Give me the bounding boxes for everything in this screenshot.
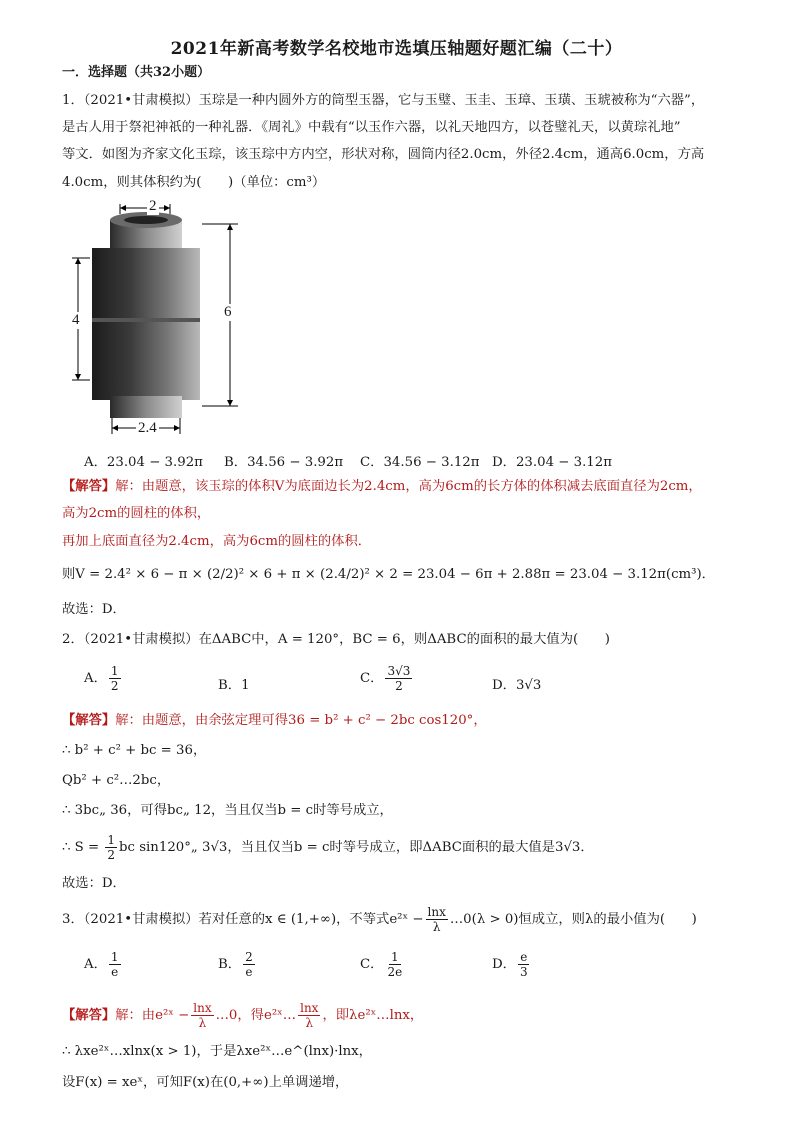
jade-cong-photo [62,200,262,440]
q3-option-a: A． $\frac{1}{e}$ [84,950,119,979]
q2-option-c: C． $\frac{3√3}{2}$ [360,664,411,693]
figure-label-bottom: 2.4 [138,420,157,436]
q3-option-d: D． $\frac{e}{3}$ [492,950,528,979]
q1-option-a: A．23.04 − 3.92π [84,455,203,470]
q1-option-b: B．34.56 − 3.92π [224,455,344,470]
q1-solution-text1: 解：由题意，该玉琮的体积V为底面边长为2.4cm，高为6cm的长方体的体积减去底面直径为2cm， [115,479,702,494]
q2-solution-line3: Qb² + c²…2bc， [62,773,171,788]
q2-solution-line2: ∴ b² + c² + bc = 36， [62,743,207,758]
figure-label-right: 6 [224,304,232,320]
q1-solution-line2: 高为2cm的圆柱的体积， [62,506,211,521]
q2-answer-tag: 【解答】 [62,713,116,728]
page-title: 2021年新高考数学名校地市选填压轴题好题汇编（二十） [170,39,623,59]
q1-stem-line1: 1．（2021•甘肃模拟）玉琮是一种内圆外方的筒型玉器，它与玉璧、玉圭、玉璋、玉璜、玉琥被称为“六器”， [62,93,705,108]
q1-stem-line2: 是古人用于祭祀神祇的一种礼器．《周礼》中载有“以玉作六器，以礼天地四方，以苍璧礼天，以黄琮礼地” [62,120,681,135]
q2-solution-fraction: $\frac{1}{2}$ [107,833,116,862]
q2-stem: 2．（2021•甘肃模拟）在ΔABC中，A = 120°，BC = 6，则ΔABC的面积的最大值为( ) [62,632,610,647]
q1-stem-line4: 4.0cm，则其体积约为( )（单位：cm³） [62,175,326,190]
figure-label-top: 2 [149,198,157,214]
q2-solution-text1: 解：由题意，由余弦定理可得36 = b² + c² − 2bc cos120°， [115,713,487,728]
q3-solution-line3: 设F(x) = xeˣ，可知F(x)在(0,+∞)上单调递增， [62,1075,349,1090]
q3-option-c: C． $\frac{1}{2e}$ [360,950,403,979]
figure-label-left: 4 [72,312,80,328]
q1-solution-formula: 则V = 2.4² × 6 − π × (2/2)² × 6 + π × (2.4/2)² × 2 = 23.04 − 6π + 2.88π = 23.04 − 3.12π(cm³)． [62,567,715,582]
q1-option-d: D．23.04 − 3.12π [492,455,612,470]
q2-solution-line5: ∴ S = $\frac{1}{2}$ bc sin120°„ 3√3，当且仅当b = c时等号成立，即ΔABC面积的最大值是3√3． [62,833,594,862]
q2-answer: 故选：D． [62,876,126,891]
q3-stem-fraction: $\frac{\ln x}{\lambda}$ [427,905,446,934]
q1-solution-line1 [62,477,702,497]
q3-solution-line2: ∴ λxe²ˣ…xlnx(x > 1)，于是λxe²ˣ…e^(lnx)·lnx， [62,1044,372,1059]
q1-answer-tag: 【解答】 [62,479,116,494]
q1-option-c: C．34.56 − 3.12π [360,455,480,470]
q2-solution-line1 [62,711,487,731]
q2-option-b: B．1 [218,678,250,693]
q1-answer: 故选：D． [62,602,126,617]
q2-option-a: A． $\frac{1}{2}$ [84,664,119,693]
q3-stem: 3．（2021•甘肃模拟）若对任意的x ∈ (1,+∞)，不等式e²ˣ − $\frac{\ln x}{\lambda}$ …0(λ > 0)恒成立，则λ的最小值为( ) [62,905,697,934]
jade-cong-figure [62,200,262,440]
q3-option-b: B． $\frac{2}{e}$ [218,950,253,979]
q3-solution-line1: 【解答】解：由e²ˣ − $\frac{\ln x}{\lambda}$ …0，得e²ˣ… $\frac{\ln x}{\lambda}$ ，即λe²ˣ…lnx， [62,1001,424,1030]
section-heading: 一．选择题（共32小题） [62,65,211,80]
q2-option-c-fraction: $\frac{3√3}{2}$ [387,664,411,693]
q2-option-a-fraction: $\frac{1}{2}$ [110,664,119,693]
q3-answer-tag: 【解答】 [62,1008,116,1023]
q2-solution-line4: ∴ 3bc„ 36，可得bc„ 12，当且仅当b = c时等号成立， [62,803,393,818]
q2-option-d: D．3√3 [492,678,542,693]
q1-solution-line3: 再加上底面直径为2.4cm，高为6cm的圆柱的体积． [62,534,372,549]
q1-stem-line3: 等文．如图为齐家文化玉琮，该玉琮中方内空，形状对称，圆筒内径2.0cm，外径2.4cm，通高6.0cm，方高 [62,147,705,162]
